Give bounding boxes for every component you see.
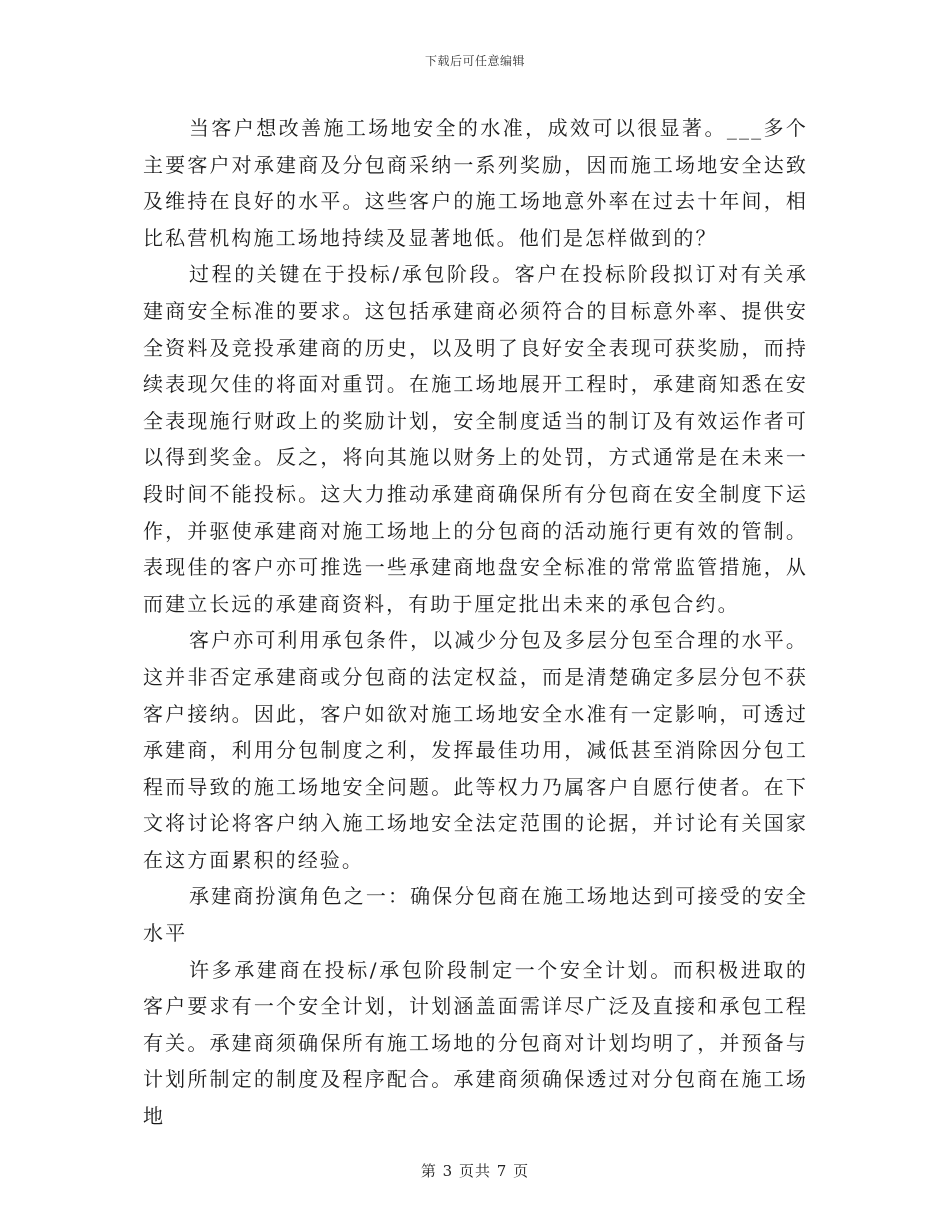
paragraph-intro: 当客户想改善施工场地安全的水准，成效可以很显著。___多个主要客户对承建商及分包商采纳一系列奖励，因而施工场地安全达致及维持在良好的水平。这些客户的施工场地意外率在过去十年间，相比私营机构施工场地持续及显著地低。他们是怎样做到的？ — [143, 116, 808, 250]
page-header: 下载后可任意编辑 — [424, 54, 525, 68]
section-heading-contractor-role: 承建商扮演角色之一：确保分包商在施工场地达到可接受的安全水平 — [143, 884, 808, 946]
paragraph-subcontracting: 客户亦可利用承包条件，以减少分包及多层分包至合理的水平。这并非否定承建商或分包商的法定权益，而是清楚确定多层分包不获客户接纳。因此，客户如欲对施工场地安全水准有一定影响，可透过承建商，利用分包制度之利，发挥最佳功用，减低甚至消除因分包工程而导致的施工场地安全问题。此等权力乃属客户自愿行使者。在下文将讨论将客户纳入施工场地安全法定范围的论据，并讨论有关国家在这方面累积的经验。 — [143, 628, 808, 872]
document-body — [143, 110, 808, 1135]
paragraph-safety-plan: 许多承建商在投标/承包阶段制定一个安全计划。而积极进取的客户要求有一个安全计划，计划涵盖面需详尽广泛及直接和承包工程有关。承建商须确保所有施工场地的分包商对计划均明了，并预备与计划所制定的制度及程序配合。承建商须确保透过对分包商在施工场地 — [143, 957, 808, 1129]
page-number: 第 3 页共 7 页 — [420, 1162, 530, 1180]
paragraph-bidding-stage: 过程的关键在于投标/承包阶段。客户在投标阶段拟订对有关承建商安全标准的要求。这包括承建商必须符合的目标意外率、提供安全资料及竞投承建商的历史，以及明了良好安全表现可获奖励，而持续表现欠佳的将面对重罚。在施工场地展开工程时，承建商知悉在安全表现施行财政上的奖励计划，安全制度适当的制订及有效运作者可以得到奖金。反之，将向其施以财务上的处罚，方式通常是在未来一段时间不能投标。这大力推动承建商确保所有分包商在安全制度下运作，并驱使承建商对施工场地上的分包商的活动施行更有效的管制。表现佳的客户亦可推选一些承建商地盘安全标准的常常监管措施，从而建立长远的承建商资料，有助于厘定批出未来的承包合约。 — [143, 262, 808, 616]
